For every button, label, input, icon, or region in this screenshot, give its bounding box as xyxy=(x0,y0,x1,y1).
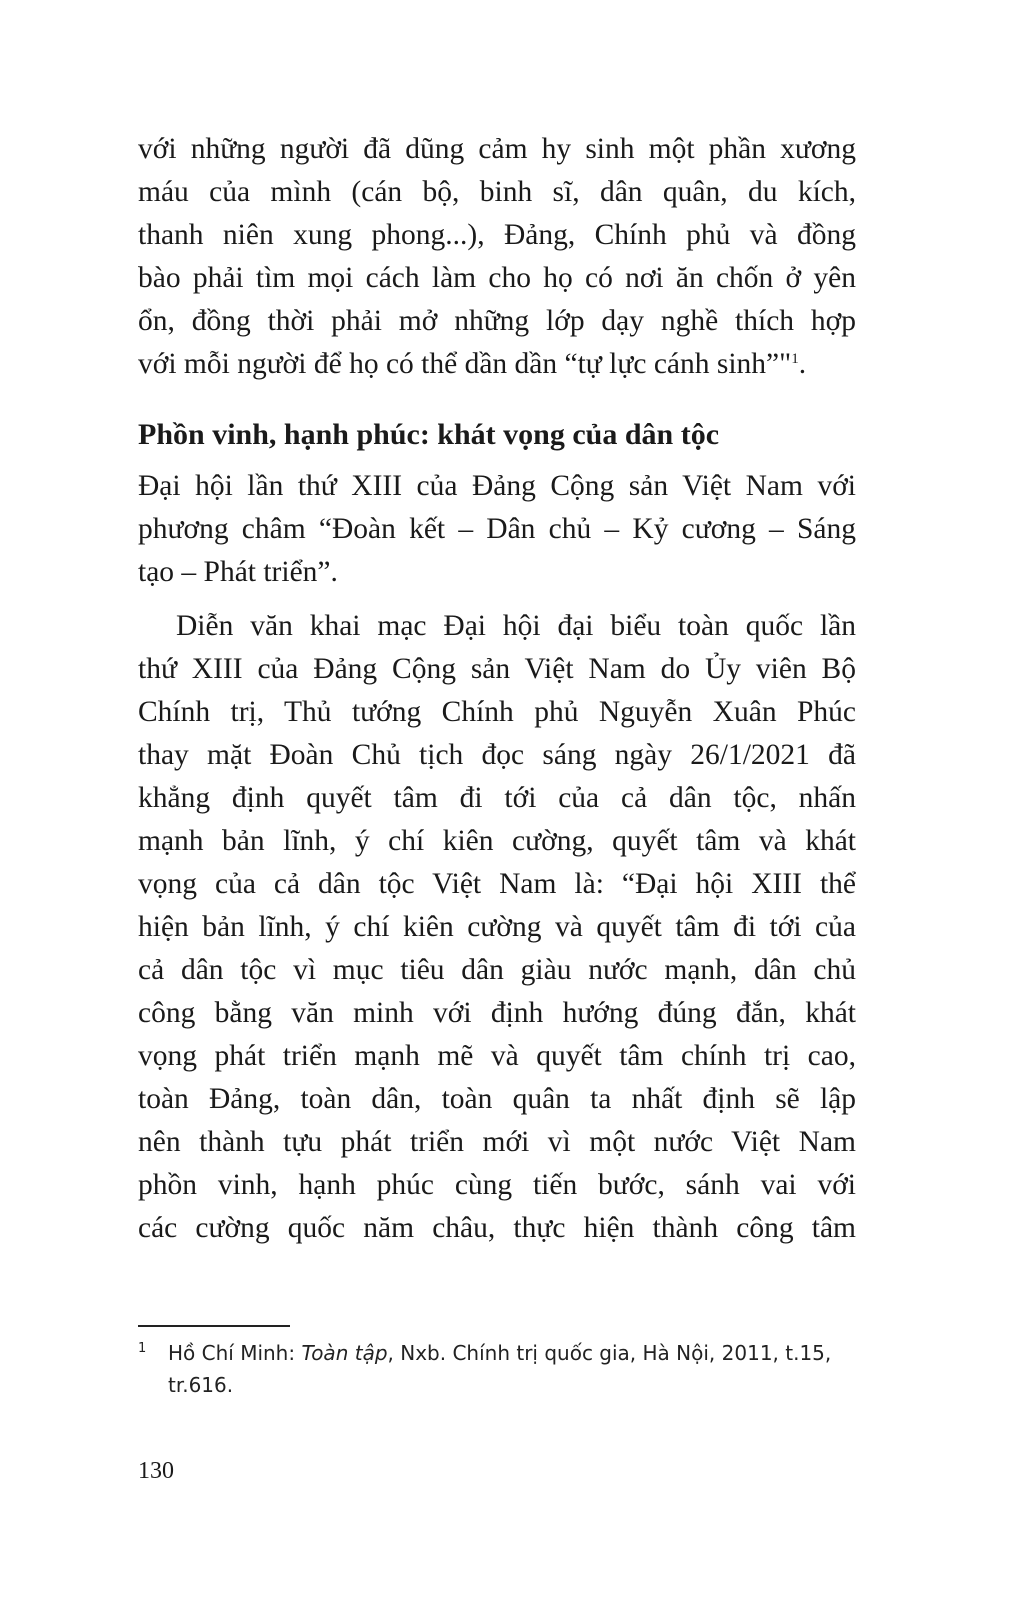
text-line: với những người đã dũng cảm hy sinh một phần xương xyxy=(138,133,856,165)
footnote-author: Hồ Chí Minh: xyxy=(168,1341,302,1365)
text-line: mạnh bản lĩnh, ý chí kiên cường, quyết tâm và khát xyxy=(138,825,856,857)
footnote-divider xyxy=(138,1325,290,1327)
text-line: các cường quốc năm châu, thực hiện thành công tâm xyxy=(138,1212,856,1244)
paragraph-3 xyxy=(138,605,856,1250)
text-line: phương châm “Đoàn kết – Dân chủ – Kỷ cương – Sáng xyxy=(138,513,856,545)
text-line: tạo – Phát triển”. xyxy=(138,556,338,588)
text-line: toàn Đảng, toàn dân, toàn quân ta nhất định sẽ lập xyxy=(138,1083,856,1115)
section-heading: Phồn vinh, hạnh phúc: khát vọng của dân tộc xyxy=(138,418,720,451)
text-line: vọng của cả dân tộc Việt Nam là: “Đại hội XIII thể xyxy=(138,868,856,900)
text-line: cả dân tộc vì mục tiêu dân giàu nước mạnh, dân chủ xyxy=(138,954,856,986)
footnote xyxy=(138,1337,868,1401)
footnote-pages: tr.616. xyxy=(168,1373,234,1397)
text-line: hiện bản lĩnh, ý chí kiên cường và quyết tâm đi tới của xyxy=(138,911,856,943)
paragraph-1 xyxy=(138,128,856,386)
text-line: máu của mình (cán bộ, binh sĩ, dân quân, du kích, xyxy=(138,176,856,208)
footnote-number: 1 xyxy=(138,1341,147,1356)
text-line: Chính trị, Thủ tướng Chính phủ Nguyễn Xuân Phúc xyxy=(138,696,856,728)
paragraph-2 xyxy=(138,465,856,594)
text-line: ổn, đồng thời phải mở những lớp dạy nghề thích hợp xyxy=(138,305,856,337)
text-line: Diễn văn khai mạc Đại hội đại biểu toàn quốc lần xyxy=(176,610,856,642)
text-line: nên thành tựu phát triển mới vì một nước Việt Nam xyxy=(138,1126,856,1158)
text-line: Đại hội lần thứ XIII của Đảng Cộng sản Việt Nam với xyxy=(138,470,856,502)
text-line: phồn vinh, hạnh phúc cùng tiến bước, sánh vai với xyxy=(138,1169,856,1201)
text-line: khẳng định quyết tâm đi tới của cả dân tộc, nhấn xyxy=(138,782,856,814)
sentence-end: . xyxy=(798,348,807,380)
footnote-title: Toàn tập xyxy=(301,1341,388,1365)
text-line: công bằng văn minh với định hướng đúng đắn, khát xyxy=(138,997,856,1029)
text-line: vọng phát triển mạnh mẽ và quyết tâm chính trị cao, xyxy=(138,1040,856,1072)
text-line: thanh niên xung phong...), Đảng, Chính phủ và đồng xyxy=(138,219,856,251)
text-line: thay mặt Đoàn Chủ tịch đọc sáng ngày 26/1/2021 đã xyxy=(138,739,856,771)
text-line-content: với mỗi người để họ có thể dần dần “tự lực cánh sinh”" xyxy=(138,348,792,380)
text-line: bào phải tìm mọi cách làm cho họ có nơi ăn chốn ở yên xyxy=(138,262,856,294)
text-line xyxy=(138,343,856,386)
text-line: thứ XIII của Đảng Cộng sản Việt Nam do Ủy viên Bộ xyxy=(138,653,856,685)
footnote-reference: 1 xyxy=(791,351,799,367)
page-number: 130 xyxy=(138,1458,174,1484)
footnote-publication: , Nxb. Chính trị quốc gia, Hà Nội, 2011, t.15, xyxy=(387,1341,832,1365)
